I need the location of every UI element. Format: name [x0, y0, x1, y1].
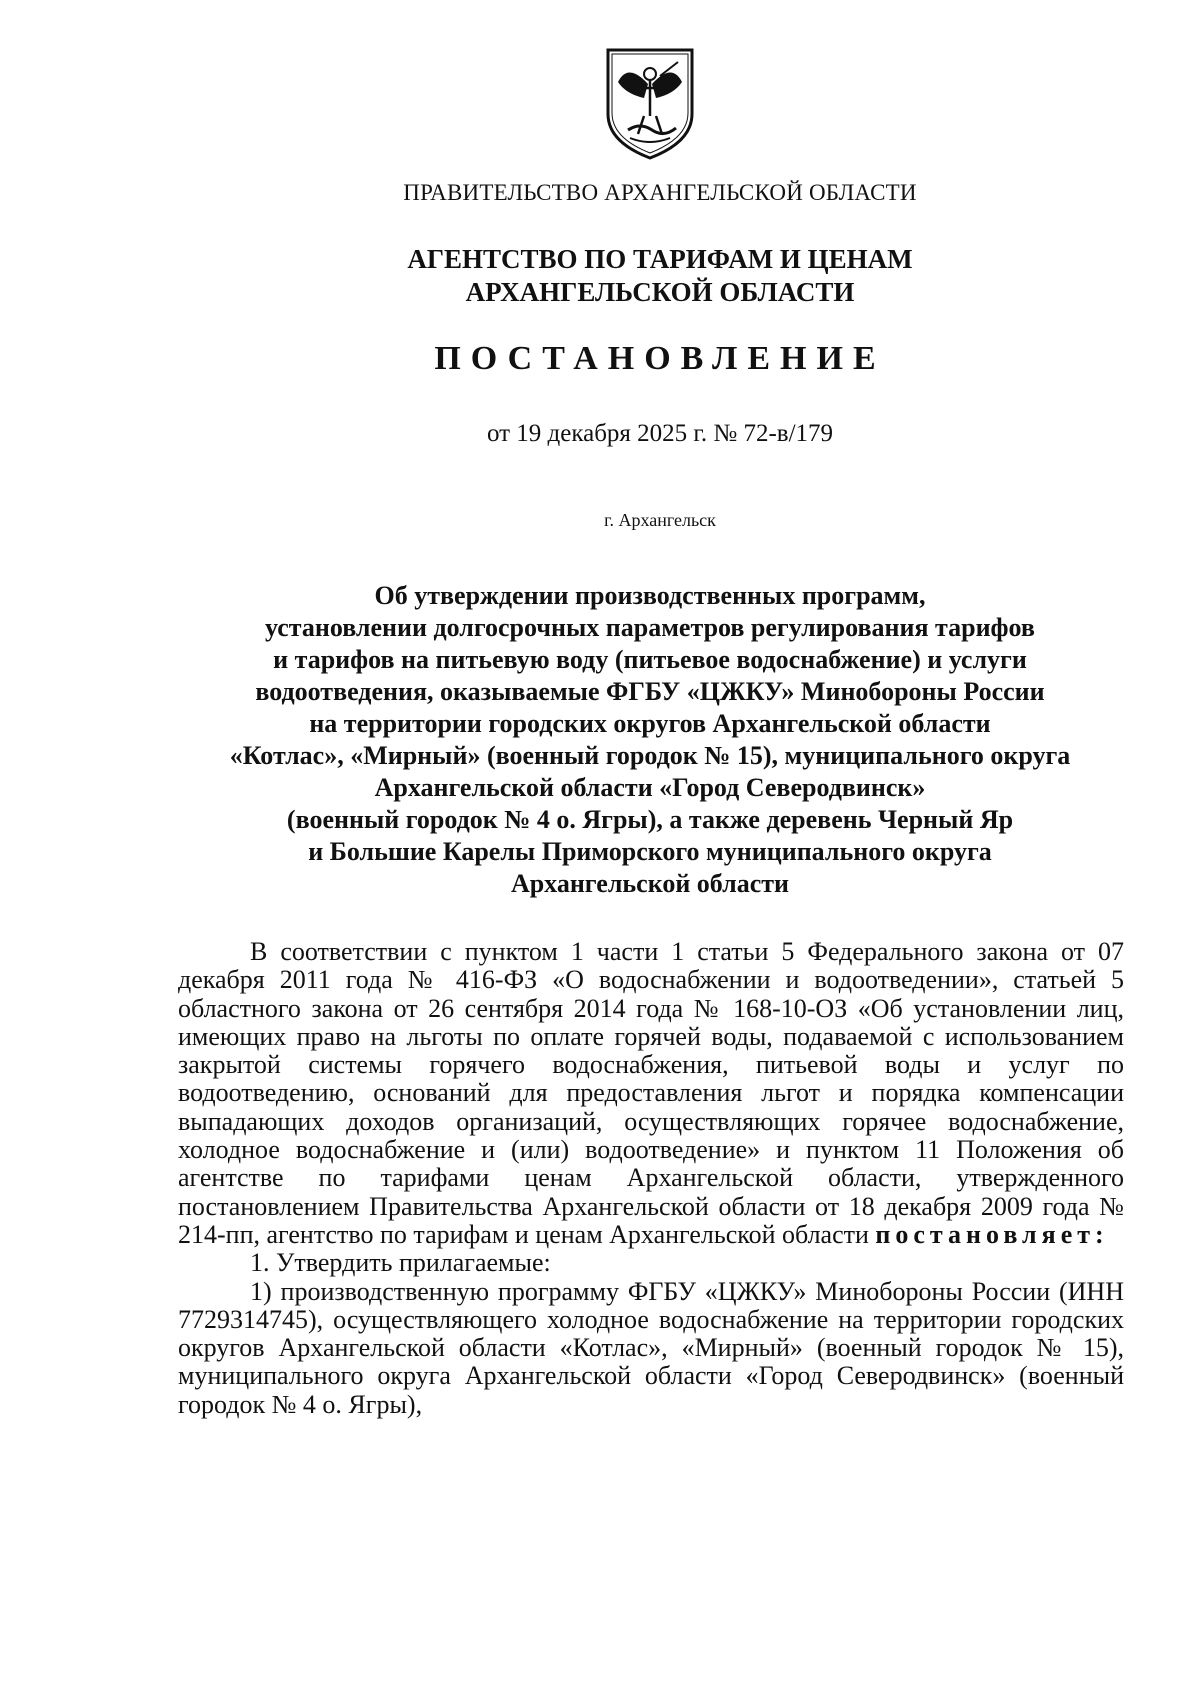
subject-line: Архангельской области — [510, 869, 790, 898]
agency-name — [200, 243, 1120, 309]
subitem-1: 1) производственную программу ФГБУ «ЦЖКУ» Минобороны России (ИНН 7729314745), осуществляющего холодное водоснабжение на территории городских округов Архангельской области «Котлас», «Мирный» (военный городок № 15), муниципального округа Архангельской области «Город Северодвинск» (военный городок № 4 о. Ягры), — [178, 1276, 1124, 1419]
item-1: 1. Утвердить прилагаемые: — [250, 1248, 551, 1278]
document-body — [178, 938, 1124, 1419]
archangel-coat-of-arms-icon — [600, 42, 700, 162]
subject-line: и Большие Карелы Приморского муниципального округа — [308, 837, 992, 866]
decree-word: постановляет: — [875, 1219, 1109, 1249]
subject-line: и тарифов на питьевую воду (питьевое водоснабжение) и услуги — [273, 645, 1027, 674]
document-type-heading: ПОСТАНОВЛЕНИЕ — [434, 340, 886, 377]
subject-line: «Котлас», «Мирный» (военный городок № 15), муниципального округа — [229, 741, 1071, 770]
subject-line: (военный городок № 4 о. Ягры), а также деревень Черный Яр — [286, 805, 1014, 834]
subject-line: установлении долгосрочных параметров регулирования тарифов — [265, 613, 1035, 642]
document-city: г. Архангельск — [604, 510, 716, 530]
agency-name-line-1: АГЕНТСТВО ПО ТАРИФАМ И ЦЕНАМ — [407, 244, 913, 274]
subject-line: Архангельской области «Город Северодвинск» — [374, 773, 926, 802]
document-subject — [170, 580, 1130, 900]
subject-line: на территории городских округов Архангельской области — [309, 709, 991, 738]
subject-line: водоотведения, оказываемые ФГБУ «ЦЖКУ» Минобороны России — [255, 677, 1045, 706]
preamble-text: В соответствии с пунктом 1 части 1 статьи 5 Федерального закона от 07 декабря 2011 года № 416-ФЗ «О водоснабжении и водоотведении», статьей 5 областного закона от 26 сентября 2014 года № 168-10-ОЗ «Об установлении лиц, имеющих право на льготы по оплате горячей воды, подаваемой с использованием закрытой системы горячего водоснабжения, питьевой воды и услуг по водоотведению, оснований для предоставления льгот и порядка компенсации выпадающих доходов организаций, осуществляющих горячее водоснабжение, холодное водоснабжение и (или) водоотведение» и пунктом 11 Положения об агентстве по тарифами ценам Архангельской области, утвержденного постановлением Правительства Архангельской области от 18 декабря 2009 года № 214-пп, агентство по тарифам и ценам Архангельской области — [178, 937, 1124, 1249]
government-name: ПРАВИТЕЛЬСТВО АРХАНГЕЛЬСКОЙ ОБЛАСТИ — [403, 180, 917, 205]
subject-line: Об утверждении производственных программ, — [374, 581, 926, 610]
agency-name-line-2: АРХАНГЕЛЬСКОЙ ОБЛАСТИ — [465, 277, 855, 307]
preamble-paragraph — [178, 938, 1124, 1249]
document-date-number: от 19 декабря 2025 г. № 72-в/179 — [486, 420, 834, 447]
coat-of-arms-emblem — [600, 42, 700, 162]
